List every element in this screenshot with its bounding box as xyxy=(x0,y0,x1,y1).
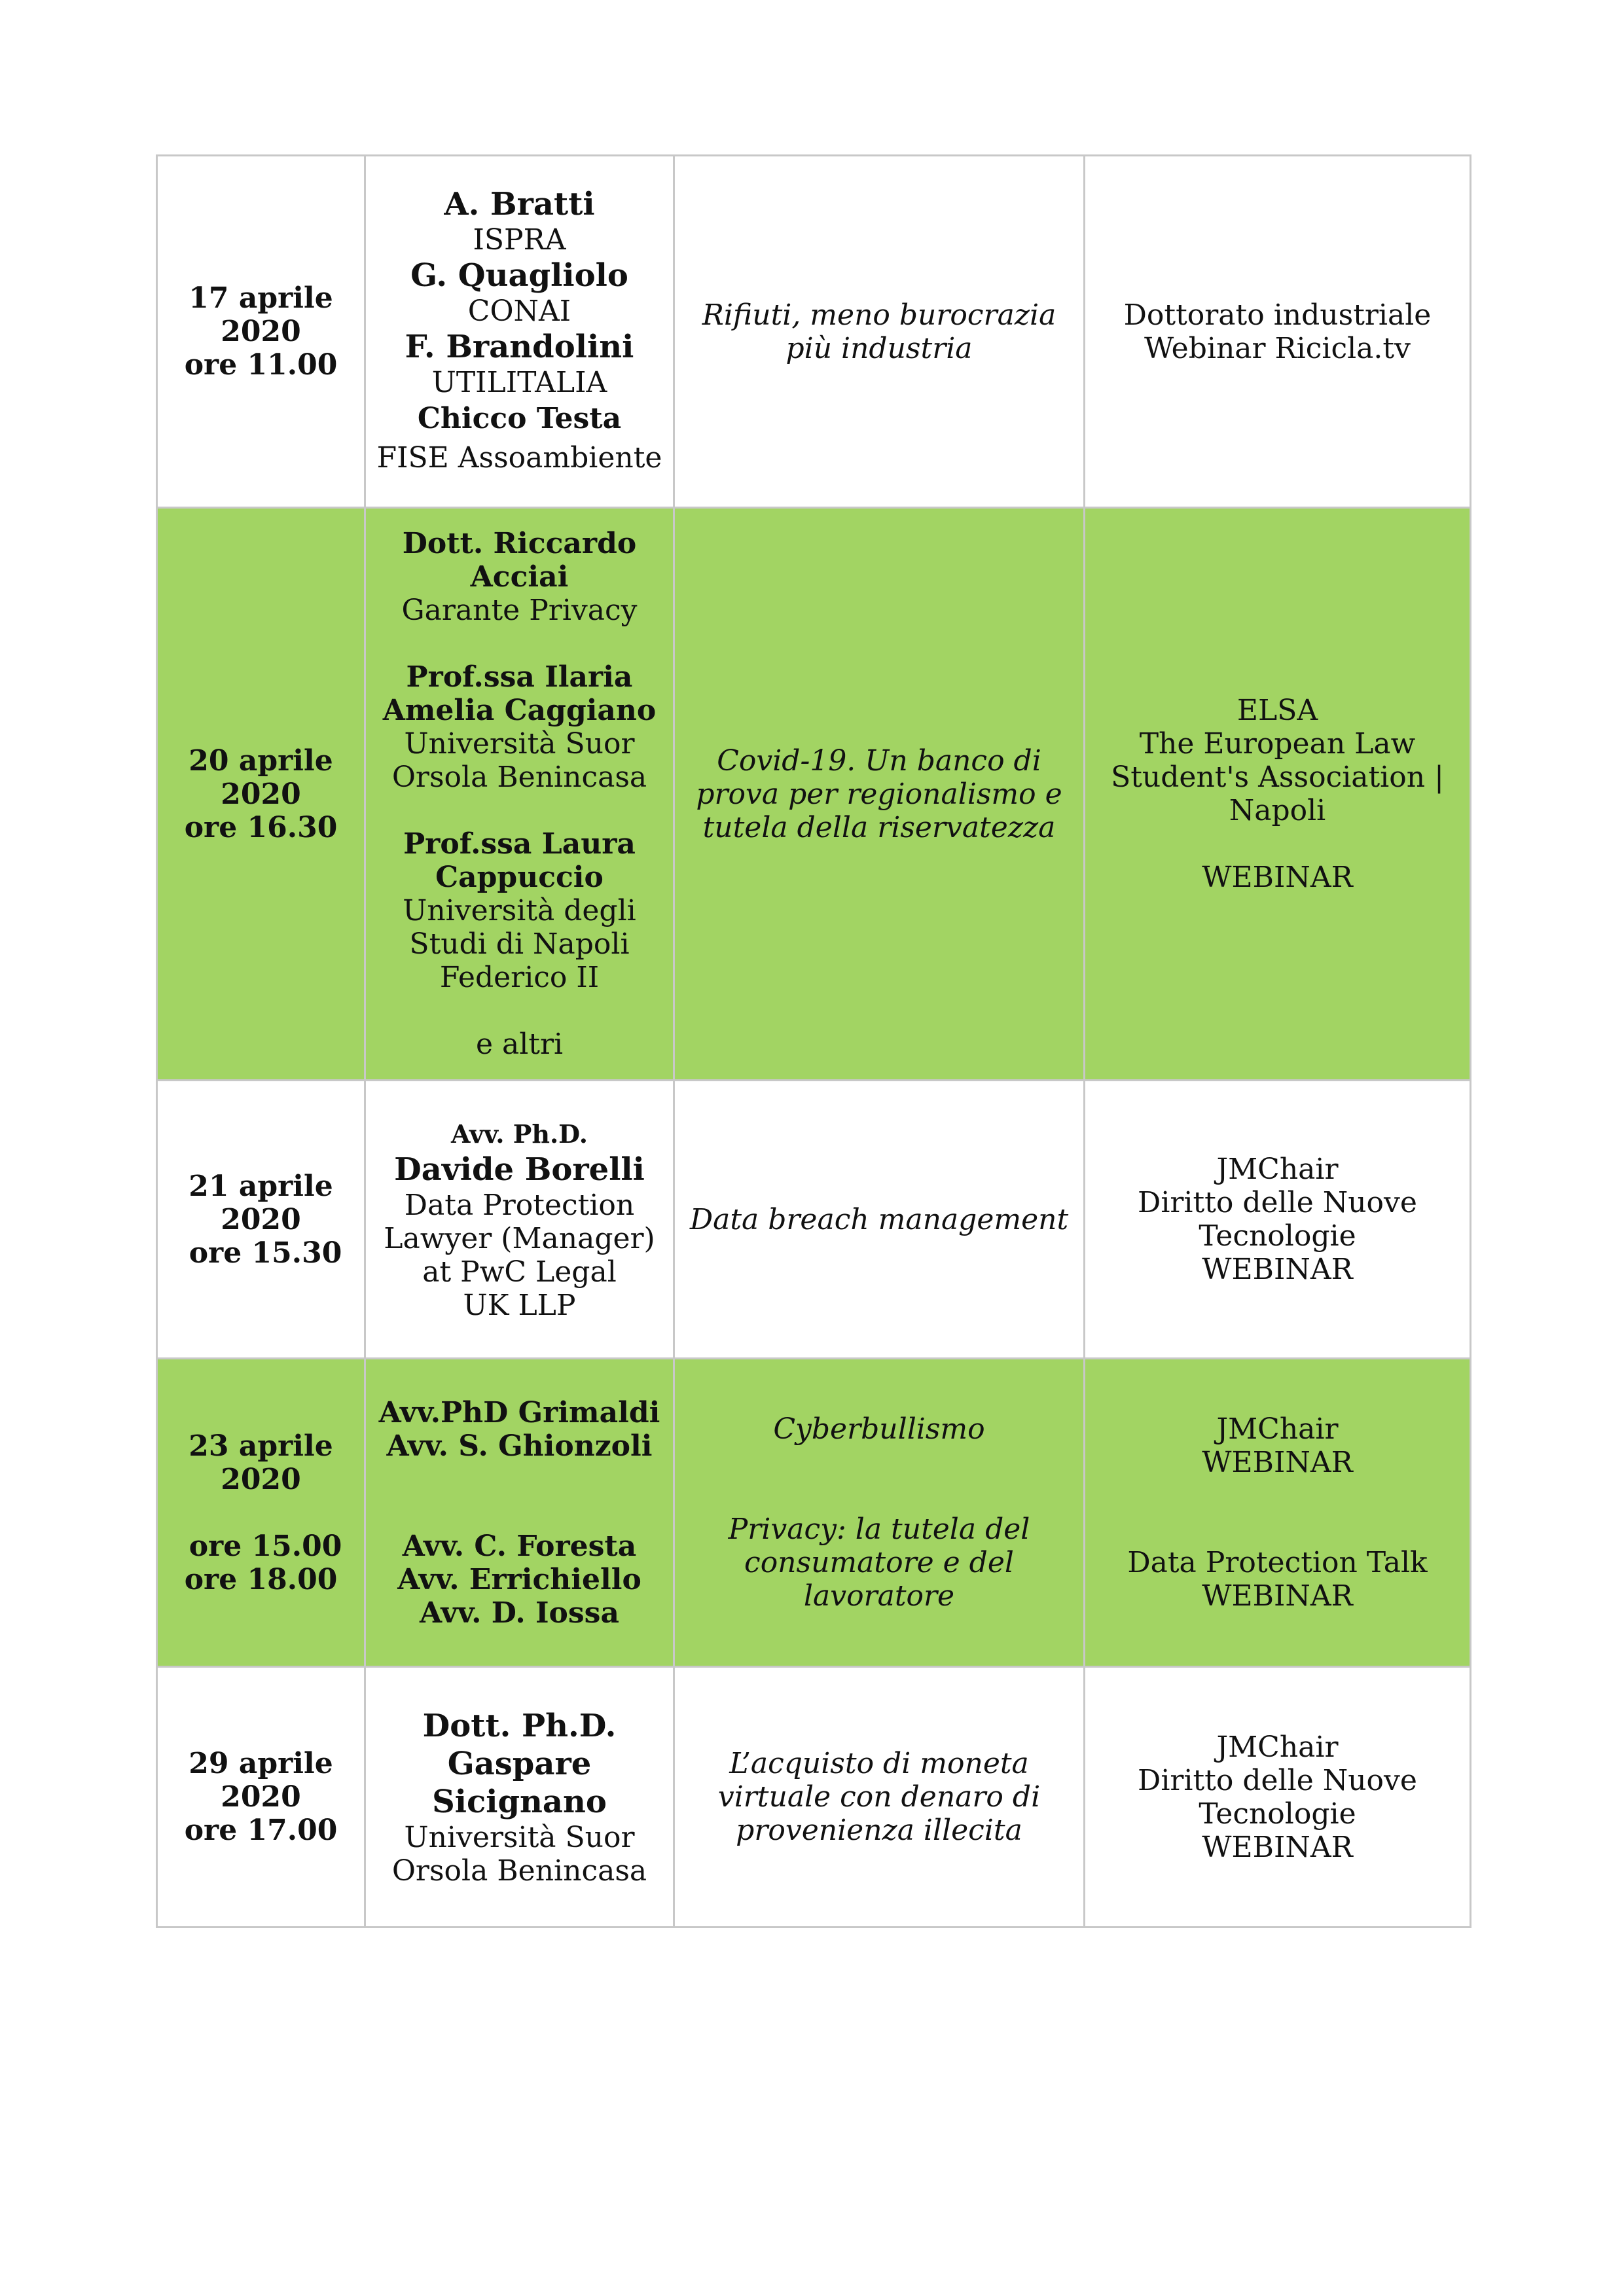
date-time: ore 18.00 xyxy=(184,1562,338,1596)
speaker-org: Università degli xyxy=(403,894,636,927)
organizer-line: ELSA xyxy=(1236,694,1318,727)
title-line: tutela della riservatezza xyxy=(702,810,1056,844)
speaker-name: Amelia Caggiano xyxy=(382,694,657,727)
organizer-line: Napoli xyxy=(1229,794,1326,827)
organizer-line: WEBINAR xyxy=(1202,1446,1353,1479)
organizer-line: Tecnologie xyxy=(1199,1219,1356,1253)
speaker-name: Gaspare xyxy=(447,1745,592,1782)
speaker-name: Avv. S. Ghionzoli xyxy=(386,1429,653,1463)
date-time: ore 16.30 xyxy=(184,810,338,844)
speaker-org: Studi di Napoli xyxy=(409,927,630,961)
speaker-name: Avv. C. Foresta xyxy=(402,1529,637,1563)
title-line: consumatore e del xyxy=(744,1546,1014,1579)
date-year: 2020 xyxy=(221,1462,301,1496)
speaker-org: Università Suor xyxy=(404,1820,635,1854)
organizer-line: WEBINAR xyxy=(1202,1830,1353,1864)
speaker-name: Dott. Ph.D. xyxy=(422,1707,617,1744)
speakers-more: e altri xyxy=(475,1028,564,1061)
speaker-name: Sicignano xyxy=(432,1783,607,1820)
speaker-name: Avv. D. Iossa xyxy=(420,1596,619,1630)
title-cell xyxy=(674,1359,1085,1667)
title-line: Privacy: la tutela del xyxy=(728,1513,1030,1546)
date-time: ore 15.00 xyxy=(189,1529,342,1563)
date-cell xyxy=(157,1667,365,1928)
table-row xyxy=(157,156,1471,508)
organizer-cell xyxy=(1085,1359,1471,1667)
organizer-line: Student's Association | xyxy=(1111,761,1444,794)
date-year: 2020 xyxy=(221,315,301,348)
organizer-cell xyxy=(1085,1667,1471,1928)
speaker-name: F. Brandolini xyxy=(405,329,634,365)
speaker-name: Avv.PhD Grimaldi xyxy=(378,1395,660,1429)
speakers-cell xyxy=(365,1667,674,1928)
organizer-cell xyxy=(1085,508,1471,1081)
organizer-line: The European Law xyxy=(1139,727,1416,761)
speaker-org: Università Suor xyxy=(404,727,635,761)
organizer-line: JMChair xyxy=(1216,1412,1339,1446)
organizer-cell xyxy=(1085,1081,1471,1359)
speaker-org: Orsola Benincasa xyxy=(391,761,647,794)
speaker-org: Orsola Benincasa xyxy=(391,1854,647,1888)
date-day: 29 aprile xyxy=(189,1747,333,1780)
title-line: Rifiuti, meno burocrazia xyxy=(702,298,1056,332)
title-line: prova per regionalismo e xyxy=(696,777,1062,811)
speaker-name: Davide Borelli xyxy=(394,1151,645,1188)
speaker-name: Acciai xyxy=(470,560,569,594)
speaker-org: at PwC Legal xyxy=(422,1255,617,1289)
organizer-cell xyxy=(1085,156,1471,508)
table-row xyxy=(157,1359,1471,1667)
speaker-name: Dott. Riccardo xyxy=(402,527,637,560)
date-time: ore 17.00 xyxy=(184,1814,338,1847)
date-time: ore 11.00 xyxy=(184,348,338,382)
date-day: 20 aprile xyxy=(189,744,333,778)
title-line: provenienza illecita xyxy=(736,1814,1022,1847)
speaker-name: G. Quagliolo xyxy=(410,257,628,294)
title-line: virtuale con denaro di xyxy=(717,1780,1041,1814)
speaker-name: Prof.ssa Ilaria xyxy=(406,660,633,694)
speakers-cell xyxy=(365,508,674,1081)
organizer-line: WEBINAR xyxy=(1202,1253,1353,1286)
organizer-line: Webinar Ricicla.tv xyxy=(1144,331,1411,365)
organizer-line: WEBINAR xyxy=(1202,1579,1353,1613)
date-cell xyxy=(157,1359,365,1667)
speaker-org: Lawyer (Manager) xyxy=(384,1221,655,1255)
date-day: 21 aprile xyxy=(189,1169,333,1203)
speaker-name: Chicco Testa xyxy=(417,402,622,435)
speakers-cell xyxy=(365,1359,674,1667)
organizer-line: JMChair xyxy=(1216,1153,1339,1186)
date-time: ore 15.30 xyxy=(189,1236,342,1270)
title-cell xyxy=(674,508,1085,1081)
speaker-name: Prof.ssa Laura xyxy=(403,827,636,861)
speaker-org: CONAI xyxy=(467,295,571,328)
speaker-org: FISE Assoambiente xyxy=(376,441,662,475)
table-row xyxy=(157,1081,1471,1359)
speaker-org: UK LLP xyxy=(463,1288,576,1322)
events-table xyxy=(156,154,1471,1928)
organizer-line: Data Protection Talk xyxy=(1127,1546,1428,1579)
title-cell xyxy=(674,156,1085,508)
title-line: L’acquisto di moneta xyxy=(729,1747,1029,1780)
speaker-name: Avv. Errichiello xyxy=(397,1562,641,1596)
title-cell xyxy=(674,1081,1085,1359)
speakers-cell xyxy=(365,156,674,508)
organizer-line: Dottorato industriale xyxy=(1123,298,1432,332)
organizer-line: Tecnologie xyxy=(1199,1797,1356,1831)
table-row xyxy=(157,508,1471,1081)
date-day: 17 aprile xyxy=(189,281,333,315)
title-line: Cyberbullismo xyxy=(773,1412,985,1446)
table-row xyxy=(157,1667,1471,1928)
date-year: 2020 xyxy=(221,1780,301,1814)
date-year: 2020 xyxy=(221,777,301,811)
title-line: lavoratore xyxy=(803,1579,955,1613)
speaker-name: Cappuccio xyxy=(435,861,604,894)
title-cell xyxy=(674,1667,1085,1928)
date-cell xyxy=(157,1081,365,1359)
organizer-line: Diritto delle Nuove xyxy=(1138,1763,1417,1797)
speaker-org: ISPRA xyxy=(473,223,566,257)
format-label: WEBINAR xyxy=(1202,861,1353,894)
date-year: 2020 xyxy=(221,1202,301,1236)
date-cell xyxy=(157,156,365,508)
title-line: Covid-19. Un banco di xyxy=(717,744,1041,778)
organizer-line: Diritto delle Nuove xyxy=(1138,1186,1417,1219)
title-line: Data breach management xyxy=(689,1202,1069,1236)
organizer-line: JMChair xyxy=(1216,1730,1339,1764)
date-cell xyxy=(157,508,365,1081)
date-day: 23 aprile xyxy=(189,1429,333,1463)
speaker-org: Garante Privacy xyxy=(401,594,638,627)
speaker-org: UTILITALIA xyxy=(431,366,607,399)
speakers-cell xyxy=(365,1081,674,1359)
speaker-org: Federico II xyxy=(439,961,600,994)
speaker-name: A. Bratti xyxy=(444,186,595,223)
speaker-prefix: Avv. Ph.D. xyxy=(451,1119,588,1149)
speaker-org: Data Protection xyxy=(404,1188,635,1222)
title-line: più industria xyxy=(785,331,973,365)
